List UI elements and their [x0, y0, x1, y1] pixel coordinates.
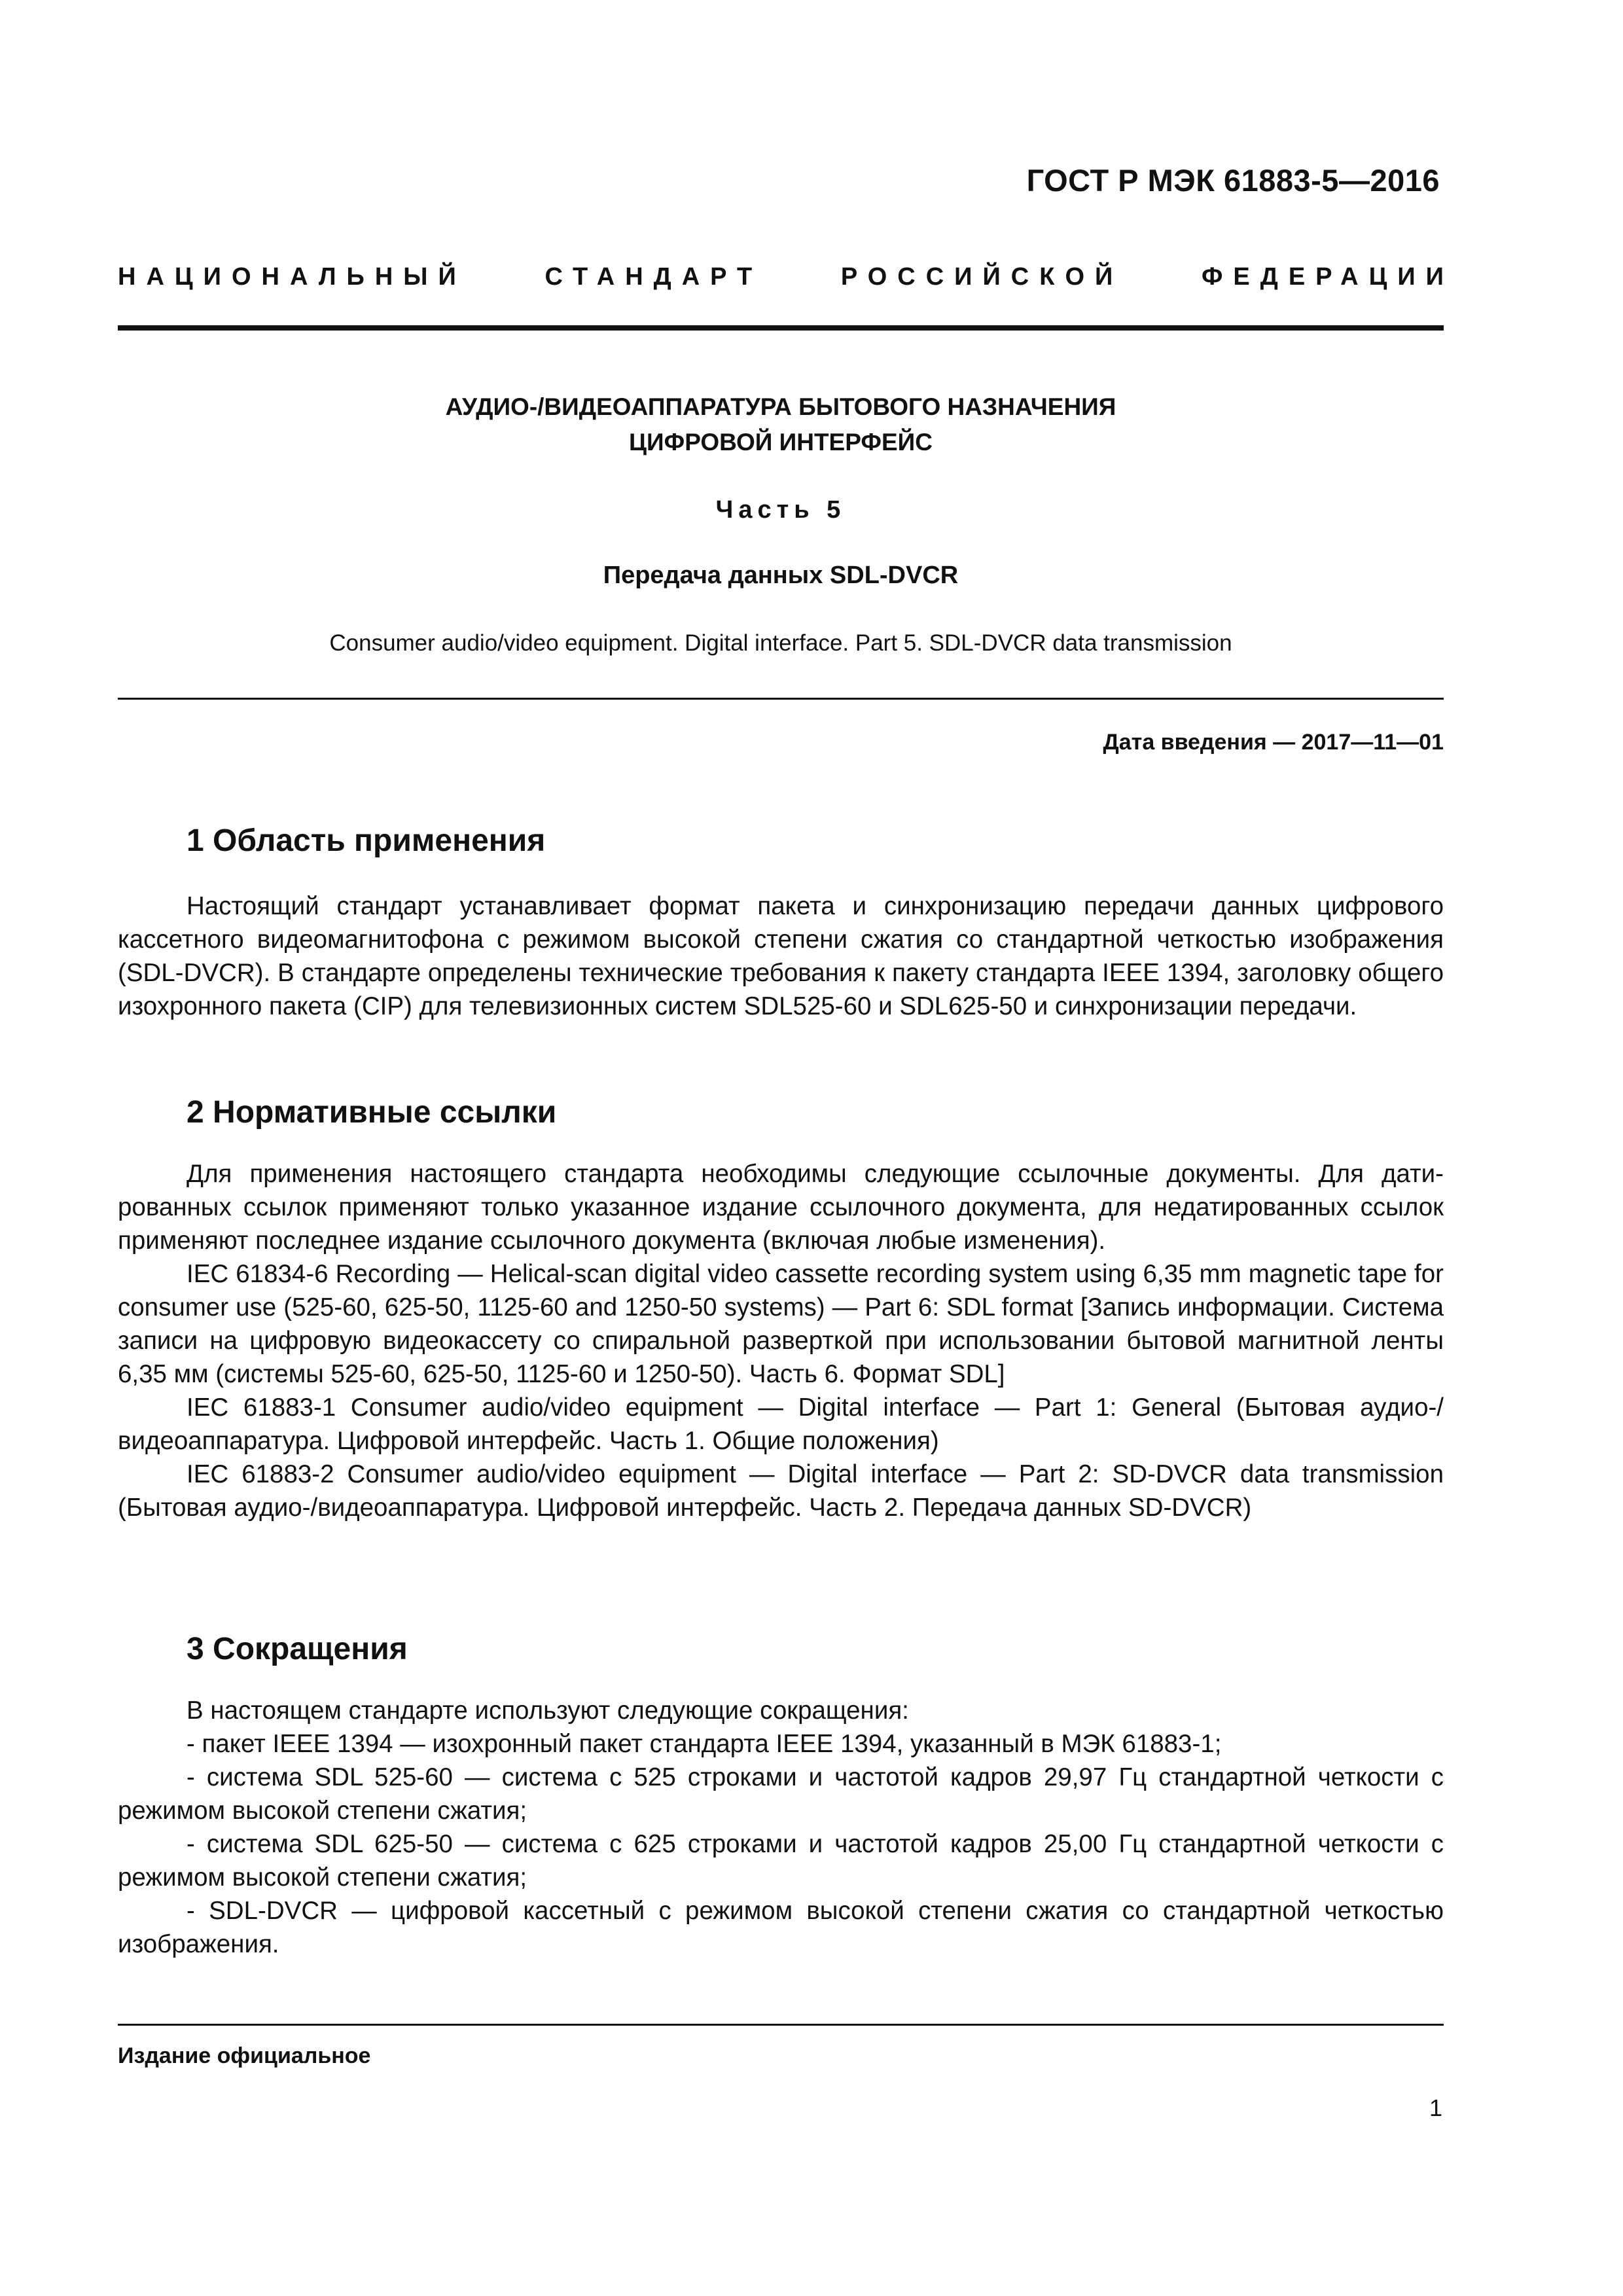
section-heading: 3 Сокращения	[187, 1632, 408, 1666]
page-number: 1	[1429, 2094, 1442, 2121]
official-edition-label: Издание официальное	[118, 2043, 371, 2068]
reference-item: IEC 61883-1 Consumer audio/video equipment — Digital interface — Part 1: General (Бытовая аудио-/видеоаппаратура. Цифровой интерфейс. Часть 1. Общие положения)	[118, 1393, 1444, 1455]
standard-code: ГОСТ Р МЭК 61883-5—2016	[1026, 163, 1440, 198]
part-label: Часть 5	[715, 496, 846, 524]
section-normative-references	[118, 1093, 1444, 1524]
paragraph: Настоящий стандарт устанавливает формат пакета и синхронизацию передачи данных цифрового кассетного видеомагнитофона с режимом высокой степени сжатия со стандартной четкостью изображения (SDL-DVCR). В стандарте определены технические требования к пакету стандарта IEEE 1394, заголовку общего изохронного пакета (CIP) для телевизионных систем SDL525-60 и SDL625-50 и синхронизации передачи.	[118, 892, 1444, 1020]
abbreviation-item: - SDL-DVCR — цифровой кассетный с режимом высокой степени сжатия со стандартной четкостью изображения.	[118, 1897, 1444, 1958]
introduction-date: Дата введения — 2017—11—01	[1103, 730, 1444, 755]
paragraph: В настоящем стандарте используют следующие сокращения:	[187, 1696, 909, 1725]
section-scope	[118, 821, 1444, 1023]
national-standard-banner	[118, 263, 1454, 291]
title-line: АУДИО-/ВИДЕОАППАРАТУРА БЫТОВОГО НАЗНАЧЕНИЯ	[445, 393, 1116, 420]
banner-word: СТАНДАРТ	[544, 263, 763, 291]
title-line: ЦИФРОВОЙ ИНТЕРФЕЙС	[629, 429, 933, 456]
banner-word: ФЕДЕРАЦИИ	[1201, 263, 1454, 291]
banner-word: РОССИЙСКОЙ	[840, 263, 1124, 291]
header-rule	[118, 325, 1444, 331]
abbreviation-item: - пакет IEEE 1394 — изохронный пакет стандарта IEEE 1394, указанный в МЭК 61883-1;	[187, 1730, 1222, 1758]
paragraph: Для применения настоящего стандарта необходимы следующие ссылочные документы. Для датированных ссылок применяют только указанное издание ссылочного документа, для недатированных ссылок применяют последнее издание ссылочного документа (включая любые изменения).	[118, 1160, 1444, 1255]
banner-word: НАЦИОНАЛЬНЫЙ	[118, 263, 467, 291]
document-title	[118, 389, 1444, 460]
english-title: Consumer audio/video equipment. Digital interface. Part 5. SDL-DVCR data transmission	[329, 630, 1232, 656]
abbreviation-item: - система SDL 525-60 — система с 525 строками и частотой кадров 29,97 Гц стандартной четкости с режимом высокой степени сжатия;	[118, 1763, 1444, 1825]
reference-item: IEC 61883-2 Consumer audio/video equipment — Digital interface — Part 2: SD-DVCR data transmission (Бытовая аудио-/видеоаппаратура. Цифровой интерфейс. Часть 2. Передача данных SD-DVCR)	[118, 1460, 1444, 1522]
part-title: Передача данных SDL-DVCR	[603, 562, 959, 589]
section-abbreviations	[118, 1630, 1444, 1961]
section-heading: 2 Нормативные ссылки	[187, 1095, 557, 1130]
section-heading: 1 Область применения	[187, 823, 546, 858]
reference-item: IEC 61834-6 Recording — Helical-scan digital video cassette recording system using 6,35 mm magnetic tape for consumer use (525-60, 625-50, 1125-60 and 1250-50 systems) — Part 6: SDL format [Запись информации. Система записи на цифровую видеокассету со спиральной разверткой при использовании бытовой магнитной ленты 6,35 мм (системы 525-60, 625-50, 1125-60 и 1250-50). Часть 6. Формат SDL]	[118, 1260, 1444, 1388]
abbreviation-item: - система SDL 625-50 — система с 625 строками и частотой кадров 25,00 Гц стандартной четкости с режимом высокой степени сжатия;	[118, 1830, 1444, 1892]
footer-rule	[118, 2024, 1444, 2026]
title-rule	[118, 698, 1444, 700]
